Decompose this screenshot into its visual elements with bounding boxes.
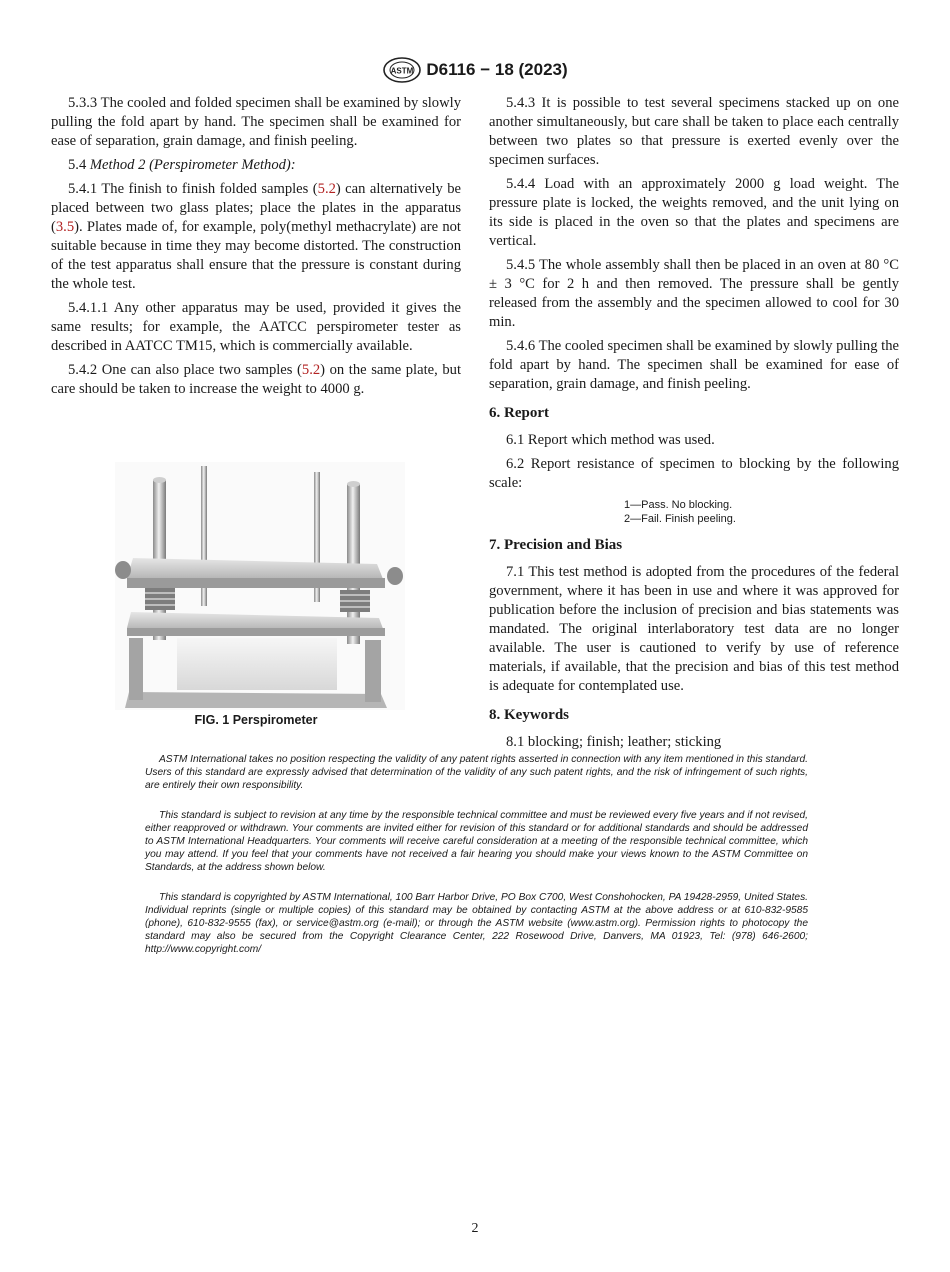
- scale-item-fail: 2—Fail. Finish peeling.: [624, 513, 736, 525]
- footer-notices: [145, 753, 808, 973]
- left-column: [51, 94, 461, 404]
- scale-item-pass: 1—Pass. No blocking.: [624, 499, 733, 511]
- para-5-4: 5.4 Method 2 (Perspirometer Method):: [68, 157, 296, 173]
- ref-link-5-2[interactable]: 5.2: [317, 181, 336, 197]
- page-number: 2: [471, 1221, 479, 1236]
- page-header: [0, 56, 950, 84]
- designation: D6116 − 18 (2023): [426, 60, 568, 79]
- para-5-3-3: 5.3.3 The cooled and folded specimen shall be examined by slowly pulling the fold apart by hand. The specimen shall be examined for ease of separation, grain damage, and finish peeling.: [51, 95, 461, 149]
- ref-link-3-5[interactable]: 3.5: [55, 219, 75, 235]
- ref-link-5-2[interactable]: 5.2: [301, 362, 321, 378]
- astm-logo-icon: [382, 56, 422, 84]
- right-column: [489, 94, 899, 757]
- method-2-title: Method 2 (Perspirometer Method):: [89, 157, 296, 173]
- para-5-4-2: 5.4.2 One can also place two samples (5.2) on the same plate, but care should be taken to increase the weight to 4000 g.: [51, 362, 461, 397]
- copyright-notice: This standard is copyrighted by ASTM International, 100 Barr Harbor Drive, PO Box C700, West Conshohocken, PA 19428-2959, United States. Individual reprints (single or multiple copies) of this standard may be obtained by contacting ASTM at the above address or at 610-832-9585 (phone), 610-832-9555 (fax), or service@astm.org (e-mail); or through the ASTM website (www.astm.org). Permission rights to photocopy the standard may also be secured from the Copyright Clearance Center, 222 Rosewood Drive, Danvers, MA 01923, Tel: (978) 646-2600; http://www.copyright.com/: [145, 892, 808, 955]
- para-5-4-6: 5.4.6 The cooled specimen shall be examined by slowly pulling the fold apart by hand. The specimen shall be examined for ease of separation, grain damage, and finish peeling.: [489, 338, 899, 392]
- figure-caption: FIG. 1 Perspirometer: [194, 713, 318, 727]
- section-heading-keywords: 8. Keywords: [489, 707, 569, 723]
- section-heading-report: 6. Report: [489, 405, 549, 421]
- para-5-4-3: 5.4.3 It is possible to test several specimens stacked up on one another simultaneously, but care shall be taken to place each centrally between two plates so that pressure is exerted evenly over the specimen surfaces.: [489, 95, 899, 168]
- para-6-2: 6.2 Report resistance of specimen to blocking by the following scale:: [489, 456, 899, 491]
- revision-notice: This standard is subject to revision at any time by the responsible technical committee and must be reviewed every five years and if not revised, either reapproved or withdrawn. Your comments are invited either for revision of this standard or for additional standards and should be addressed to ASTM International Headquarters. Your comments will receive careful consideration at a meeting of the responsible technical committee, which you may attend. If you feel that your comments have not received a fair hearing you should make your views known to the ASTM Committee on Standards, at the address shown below.: [145, 810, 808, 873]
- para-5-4-1-1: 5.4.1.1 Any other apparatus may be used, provided it gives the same results; for example, the AATCC perspirometer tester as described in AATCC TM15, which is commercially available.: [51, 300, 461, 354]
- blocking-scale: [624, 498, 899, 526]
- svg-text:ASTM: ASTM: [391, 66, 414, 76]
- para-5-4-1: 5.4.1 The finish to finish folded samples (5.2) can alternatively be placed between two glass plates; place the plates in the apparatus (3.5). Plates made of, for example, poly(methyl methacrylate) are not suitable because in time they may become distorted. The construction of the test apparatus shall ensure that the pressure is constant during the whole test.: [51, 181, 462, 292]
- section-heading-precision: 7. Precision and Bias: [489, 537, 623, 553]
- para-5-4-5: 5.4.5 The whole assembly shall then be placed in an oven at 80 °C ± 3 °C for 2 h and then removed. The pressure shall be gently released from the assembly and the specimen allowed to cool for 30 min.: [489, 257, 899, 330]
- para-6-1: 6.1 Report which method was used.: [506, 432, 715, 448]
- para-7-1: 7.1 This test method is adopted from the procedures of the federal government, where it has been in use and where it was approved for publication before the inclusion of precision and bias statements was mandated. The original interlaboratory test data are no longer available. The user is cautioned to verify by use of reference materials, if available, that the precision and bias of this test method is adequate for contemplated use.: [489, 564, 899, 694]
- perspirometer-figure: [115, 462, 405, 710]
- patent-notice: ASTM International takes no position respecting the validity of any patent rights asserted in connection with any item mentioned in this standard. Users of this standard are expressly advised that determination of the validity of any such patent rights, and the risk of infringement of such rights, are entirely their own responsibility.: [145, 754, 808, 791]
- para-5-4-4: 5.4.4 Load with an approximately 2000 g load weight. The pressure plate is locked, the weights removed, and the unit lying on its side is placed in the oven so that the plates and specimens are vertical.: [489, 176, 899, 249]
- para-8-1: 8.1 blocking; finish; leather; sticking: [506, 734, 722, 750]
